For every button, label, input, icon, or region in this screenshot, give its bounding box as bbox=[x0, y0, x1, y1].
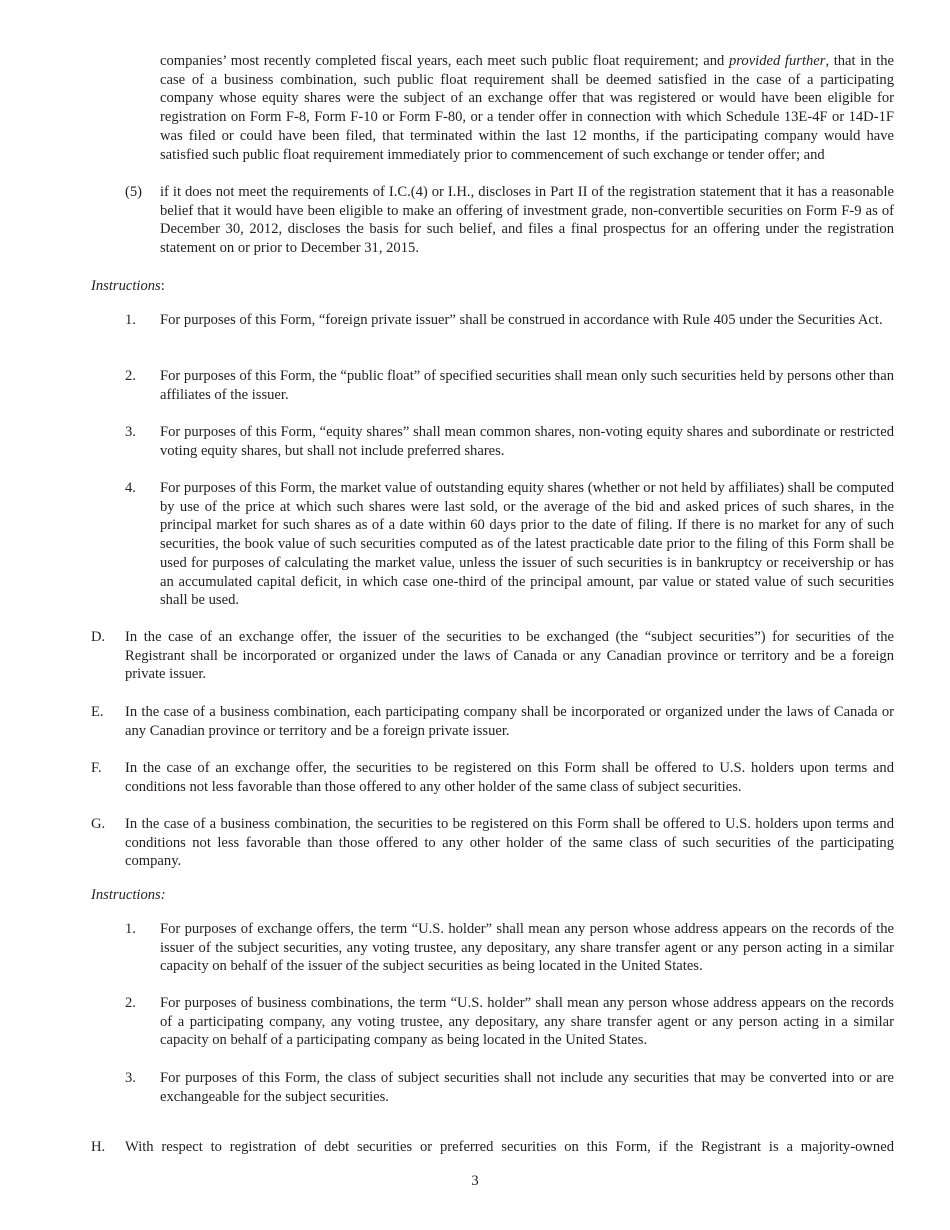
section-h-text: With respect to registration of debt securities or preferred securities on this Form, if the Registrant is a majority-owned bbox=[125, 1139, 894, 1155]
instruction-b-1-label: 1. bbox=[125, 921, 136, 937]
instruction-a-2-text: For purposes of this Form, the “public float” of specified securities shall mean only such securities held by persons other than affiliates of the issuer. bbox=[160, 368, 894, 403]
section-f-label: F. bbox=[91, 760, 102, 776]
instruction-b-1-text: For purposes of exchange offers, the term “U.S. holder” shall mean any person whose address appears on the records of the issuer of the subject securities, any voting trustee, any depositary, any share transfer agent or any person acting in a similar capacity on behalf of the issuer of the subject securities as being located in the United States. bbox=[160, 921, 894, 975]
instruction-b-3-text: For purposes of this Form, the class of subject securities shall not include any securities that may be converted into or are exchangeable for the subject securities. bbox=[160, 1070, 894, 1105]
instruction-a-3-label: 3. bbox=[125, 424, 136, 440]
section-e-text: In the case of a business combination, each participating company shall be incorporated or organized under the laws of Canada or any Canadian province or territory and be a foreign private issuer. bbox=[125, 704, 894, 739]
instructions-heading-b: Instructions: bbox=[91, 887, 166, 903]
section-g-label: G. bbox=[91, 816, 106, 832]
instructions-heading-a-text: Instructions bbox=[91, 278, 161, 294]
item-5-text: if it does not meet the requirements of I.C.(4) or I.H., discloses in Part II of the registration statement that it has a reasonable belief that it would have been eligible to make an offering of investment grade, non-convertible securities on Form F-9 as of December 30, 2012, discloses the basis for such belief, and files a final prospectus for an offering under the registration statement on or prior to December 31, 2015. bbox=[160, 184, 894, 257]
instructions-heading-a-colon: : bbox=[160, 278, 165, 294]
instruction-a-2-label: 2. bbox=[125, 368, 136, 384]
section-h-label: H. bbox=[91, 1139, 106, 1155]
page-number: 3 bbox=[471, 1173, 479, 1189]
instruction-a-1-label: 1. bbox=[125, 312, 136, 328]
continuation-text-before: companies’ most recently completed fiscal years, each meet such public float requirement; and bbox=[160, 53, 729, 69]
item-5-label: (5) bbox=[125, 184, 143, 200]
continuation-italic: provided further bbox=[728, 53, 826, 69]
instruction-a-1-text: For purposes of this Form, “foreign private issuer” shall be construed in accordance with Rule 405 under the Securities Act. bbox=[160, 312, 883, 328]
continuation-text-after: , that in the case of a business combination, such public float requirement shall be deemed satisfied in the case of a participating company whose equity shares were the subject of an exchange offer that was registered or would have been eligible for registration on Form F-8, Form F-10 or Form F-80, or a tender offer in connection with which Schedule 13E-4F or 14D-1F was filed or could have been filed, that terminated within the last 12 months, if the participating company would have satisfied such public float requirement immediately prior to commencement of such exchange or tender offer; and bbox=[160, 53, 894, 163]
instruction-b-3-label: 3. bbox=[125, 1070, 136, 1086]
instruction-b-2-label: 2. bbox=[125, 995, 136, 1011]
section-e-label: E. bbox=[91, 704, 104, 720]
instructions-heading-a bbox=[91, 277, 165, 296]
continuation-paragraph bbox=[160, 52, 894, 164]
section-f-text: In the case of an exchange offer, the securities to be registered on this Form shall be offered to U.S. holders upon terms and conditions not less favorable than those offered to any other holder of the same class of subject securities. bbox=[125, 760, 894, 795]
section-d-text: In the case of an exchange offer, the issuer of the securities to be exchanged (the “subject securities”) for securities of the Registrant shall be incorporated or organized under the laws of Canada or any Canadian province or territory and be a foreign private issuer. bbox=[125, 629, 894, 683]
instruction-a-3-text: For purposes of this Form, “equity shares” shall mean common shares, non-voting equity shares and subordinate or restricted voting equity shares, but shall not include preferred shares. bbox=[160, 424, 894, 459]
section-d-label: D. bbox=[91, 629, 106, 645]
instruction-a-4-label: 4. bbox=[125, 480, 136, 496]
instruction-a-4-text: For purposes of this Form, the market value of outstanding equity shares (whether or not held by affiliates) shall be computed by use of the price at which such shares were last sold, or the average of the bid and asked prices of such shares, in the principal market for such shares as of a date within 60 days prior to the date of filing. If there is no market for any of such securities, the book value of such securities computed as of the latest practicable date prior to the filing of this Form shall be used for purposes of calculating the market value, unless the issuer of such securities is in bankruptcy or receivership or has an accumulated capital deficit, in which case one-third of the principal amount, par value or stated value of such securities shall be used. bbox=[160, 480, 894, 609]
section-g-text: In the case of a business combination, the securities to be registered on this Form shall be offered to U.S. holders upon terms and conditions not less favorable than those offered to any other holder of the same class of such securities of the participating company. bbox=[125, 816, 894, 870]
instruction-b-2-text: For purposes of business combinations, the term “U.S. holder” shall mean any person whose address appears on the records of a participating company, any voting trustee, any depositary, any share transfer agent or any person acting in a similar capacity on behalf of a participating company as being located in the United States. bbox=[160, 995, 894, 1049]
